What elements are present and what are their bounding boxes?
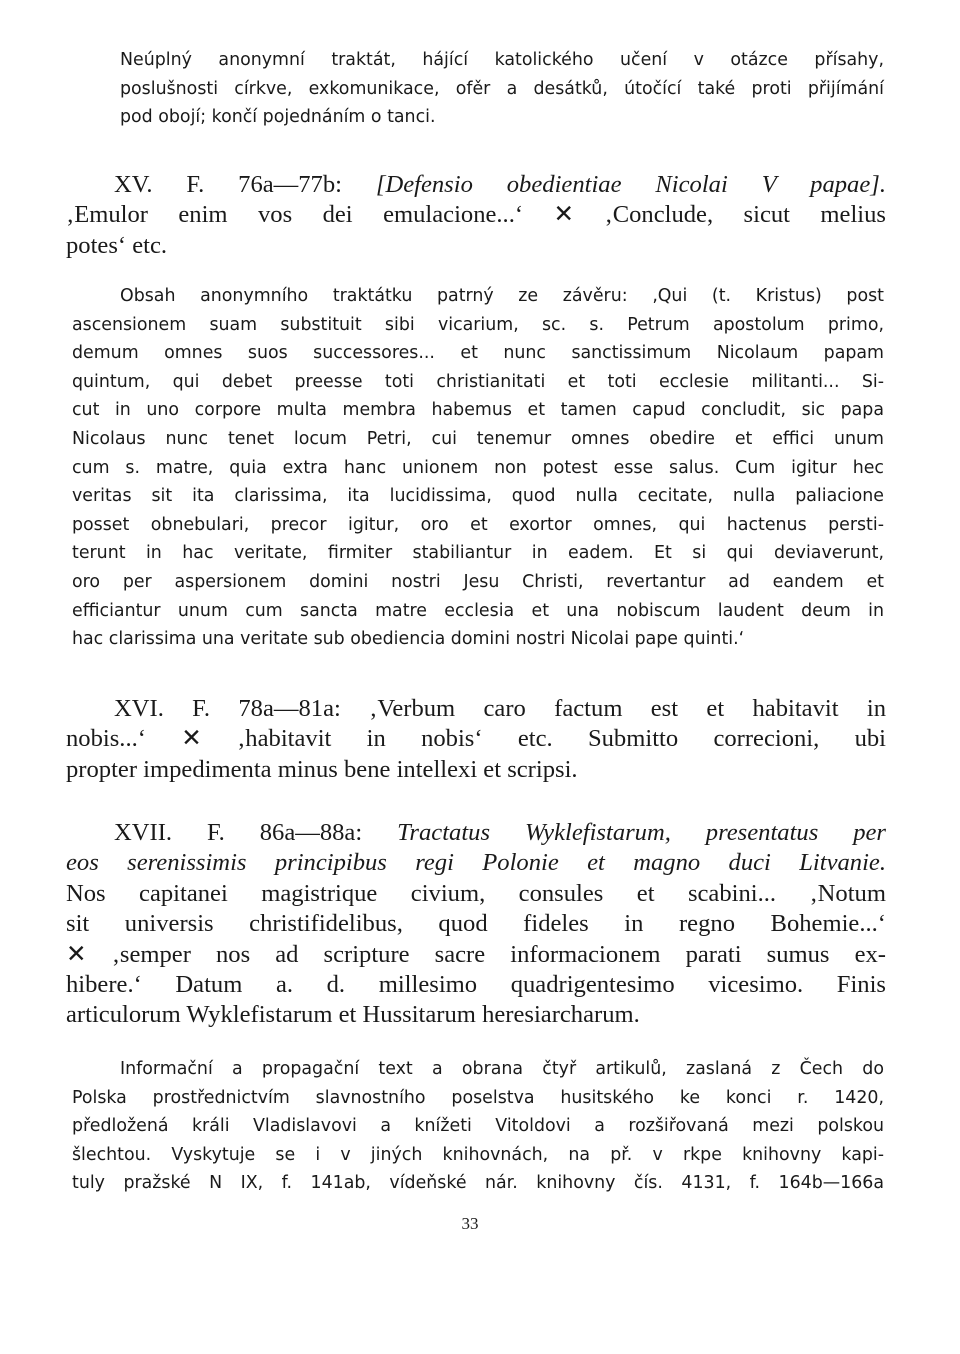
intro-line-1: Neúplný anonymní traktát, hájící katolického učení v otázce přísahy, bbox=[120, 50, 884, 70]
note-xvii-line: tuly pražské N IX, f. 141ab, vídeňské nár. knihovny čís. 4131, f. 164b—166a bbox=[72, 1173, 884, 1194]
entry-xv-heading bbox=[66, 170, 886, 200]
entry-xvii-line-4: hibere.‘ Datum a. d. millesimo quadrigentesimo vicesimo. Finis bbox=[66, 971, 886, 999]
entry-xv bbox=[66, 170, 886, 261]
intro-paragraph bbox=[72, 46, 884, 132]
note-xv-line: veritas sit ita clarissima, ita lucidissima, quod nulla cecitate, nulla paliacione bbox=[72, 486, 884, 507]
note-xv-line: efficiantur unum cum sancta matre ecclesia et una nobiscum laudent deum in bbox=[72, 600, 884, 621]
entry-xvii-title-2: eos serenissimis principibus regi Polonie et magno duci Litvanie. bbox=[66, 849, 886, 877]
note-xv-line: ascensionem suam substituit sibi vicarium, sc. s. Petrum apostolum primo, bbox=[72, 314, 884, 335]
intro-line-3: pod obojí; končí pojednáním o tanci. bbox=[120, 107, 436, 128]
note-xv-line: cum s. matre, quia extra hanc unionem non potest esse salus. Cum igitur hec bbox=[72, 457, 884, 478]
note-xvii-line: Polska prostřednictvím slavnostního poselstva husitského ke konci r. 1420, bbox=[72, 1087, 884, 1108]
note-xv-line: demum omnes suos successores... et nunc sanctissimum Nicolaum papam bbox=[72, 343, 884, 364]
entry-xvii bbox=[66, 818, 886, 1031]
entry-xv-line-1: ‚Emulor enim vos dei emulacione...‘ ✕ ‚Conclude, sicut melius bbox=[66, 201, 886, 229]
entry-xv-ref: XV. F. 76a—77b: bbox=[114, 171, 376, 198]
note-xv-line: Obsah anonymního traktátku patrný ze závěru: ‚Qui (t. Kristus) post bbox=[120, 286, 884, 306]
note-xv-line: oro per aspersionem domini nostri Jesu Christi, revertantur ad eandem et bbox=[72, 571, 884, 592]
note-xv-line: terunt in hac veritate, firmiter stabiliantur in eadem. Et si qui deviaverunt, bbox=[72, 543, 884, 564]
entry-xv-title: [Defensio obedientiae Nicolai V papae]. bbox=[375, 171, 886, 198]
note-xvii-line: Informační a propagační text a obrana čtyř artikulů, zaslaná z Čech do bbox=[120, 1059, 884, 1079]
note-xv-line: quintum, qui debet preesse toti christianitati et toti ecclesie militanti... Si- bbox=[72, 371, 884, 392]
entry-xvi-line-3: propter impedimenta minus bene intellexi et scripsi. bbox=[66, 755, 578, 783]
entry-xvii-heading bbox=[66, 818, 886, 848]
note-xvii-line: předložená králi Vladislavovi a knížeti Vitoldovi a rozšiřovaná mezi polskou bbox=[72, 1116, 884, 1137]
entry-xvi bbox=[66, 694, 886, 785]
page-number: 33 bbox=[461, 1214, 479, 1233]
entry-xvii-line-1: Nos capitanei magistrique civium, consules et scabini... ‚Notum bbox=[66, 879, 886, 907]
intro-line-2: poslušnosti církve, exkomunikace, ofěr a desátků, útočící také proti přijímání bbox=[120, 78, 884, 99]
note-xv-line: cut in uno corpore multa membra habemus et tamen capud concludit, sic papa bbox=[72, 400, 884, 421]
note-xv-line: Nicolaus nunc tenet locum Petri, cui tenemur omnes obedire et effici unum bbox=[72, 428, 884, 449]
entry-xvii-line-3: ✕ ‚semper nos ad scripture sacre informacionem parati sumus ex- bbox=[66, 940, 886, 968]
note-xv-line: posset obnebulari, precor igitur, oro et exortor omnes, qui hactenus persti- bbox=[72, 514, 884, 535]
entry-xvi-line-1: XVI. F. 78a—81a: ‚Verbum caro factum est et habitavit in bbox=[114, 695, 886, 722]
entry-xvii-line-2: sit universis christifidelibus, quod fideles in regno Bohemie...‘ bbox=[66, 910, 886, 938]
note-xvii-line: šlechtou. Vyskytuje se i v jiných knihovnách, na př. v rkpe knihovny kapi- bbox=[72, 1144, 884, 1165]
entry-xvii-ref: XVII. F. 86a—88a: bbox=[114, 819, 398, 846]
entry-xvi-line-2: nobis...‘ ✕ ‚habitavit in nobis‘ etc. Submitto correcioni, ubi bbox=[66, 725, 886, 753]
note-xv-paragraph bbox=[72, 282, 884, 654]
note-xvii-paragraph bbox=[72, 1055, 884, 1198]
entry-xvii-line-5: articulorum Wyklefistarum et Hussitarum heresiarcharum. bbox=[66, 1001, 640, 1029]
entry-xvii-title-1: Tractatus Wyklefistarum, presentatus per bbox=[397, 819, 886, 846]
note-xv-line: hac clarissima una veritate sub obediencia domini nostri Nicolai pape quinti.‘ bbox=[72, 629, 745, 650]
entry-xv-line-2: potes‘ etc. bbox=[66, 231, 168, 259]
